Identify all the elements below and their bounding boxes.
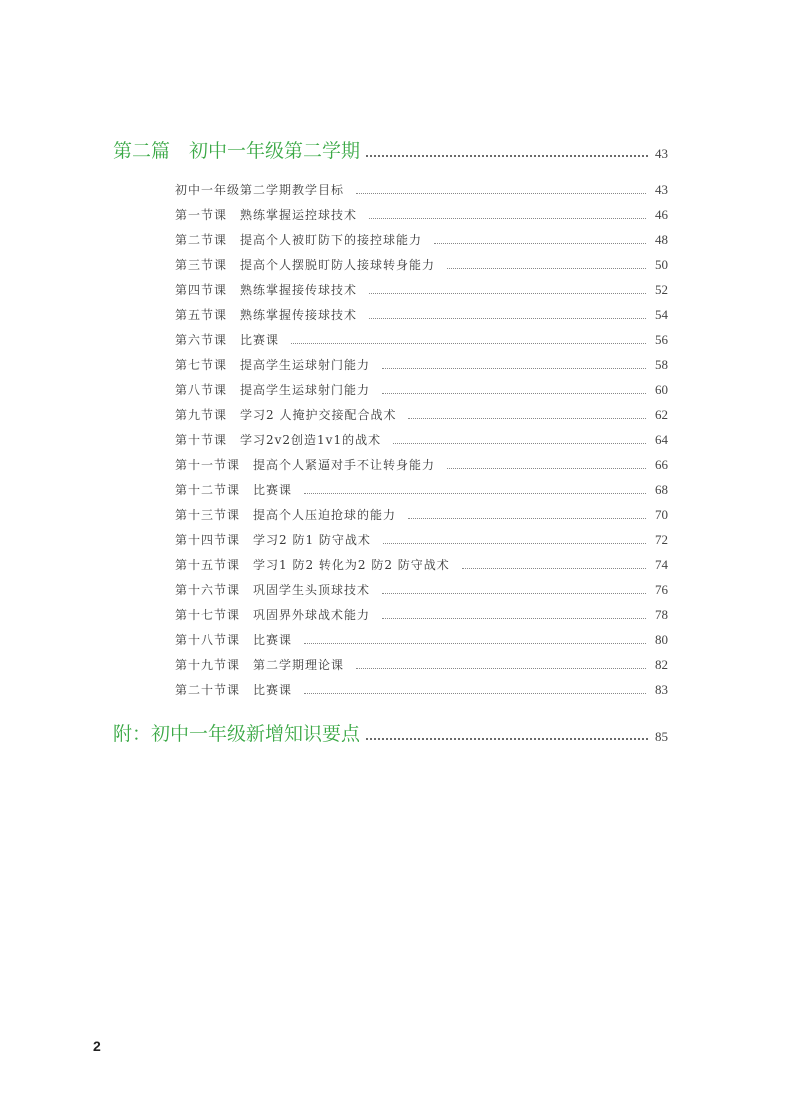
toc-entry[interactable] <box>175 655 668 673</box>
entry-label: 第二十节课 比赛课 <box>175 683 293 697</box>
entry-label: 第十一节课 提高个人紧逼对手不让转身能力 <box>175 458 436 472</box>
entry-page: 64 <box>655 432 668 447</box>
toc-entry[interactable] <box>175 280 668 298</box>
entry-label: 第十六节课 巩固学生头顶球技术 <box>175 583 371 597</box>
toc-entry[interactable] <box>175 230 668 248</box>
dot-leader <box>304 693 646 694</box>
entry-label: 第四节课 熟练掌握接传球技术 <box>175 283 358 297</box>
entry-label: 第八节课 提高学生运球射门能力 <box>175 383 371 397</box>
dot-leader <box>393 443 646 444</box>
dot-leader <box>462 568 646 569</box>
dot-leader <box>369 293 646 294</box>
dot-leader <box>291 343 646 344</box>
dot-leader <box>408 518 646 519</box>
toc-section-heading[interactable] <box>113 140 668 162</box>
page-folio-number: 2 <box>93 1038 101 1054</box>
toc-section-heading[interactable] <box>113 723 668 745</box>
entry-label: 第十节课 学习2v2创造1v1的战术 <box>175 433 382 447</box>
section-title: 第二篇 初中一年级第二学期 <box>113 140 361 162</box>
toc-entry[interactable] <box>175 680 668 698</box>
toc-entry[interactable] <box>175 430 668 448</box>
entry-page: 46 <box>655 207 668 222</box>
dot-leader <box>382 393 646 394</box>
toc-entry[interactable] <box>175 530 668 548</box>
entry-page: 62 <box>655 407 668 422</box>
dot-leader <box>356 668 646 669</box>
toc-entry[interactable] <box>175 480 668 498</box>
dot-leader <box>369 318 646 319</box>
toc-entry[interactable] <box>175 330 668 348</box>
dot-leader <box>366 738 648 740</box>
toc-entry[interactable] <box>175 580 668 598</box>
entry-page: 52 <box>655 282 668 297</box>
toc-entry[interactable] <box>175 555 668 573</box>
entry-label: 初中一年级第二学期教学目标 <box>175 183 345 197</box>
entry-label: 第十五节课 学习1 防2 转化为2 防2 防守战术 <box>175 558 450 572</box>
entry-label: 第六节课 比赛课 <box>175 333 280 347</box>
dot-leader <box>304 493 646 494</box>
entry-page: 83 <box>655 682 668 697</box>
entry-label: 第十七节课 巩固界外球战术能力 <box>175 608 371 622</box>
dot-leader <box>382 368 646 369</box>
entry-page: 76 <box>655 582 668 597</box>
toc-entry[interactable] <box>175 630 668 648</box>
entry-label: 第十九节课 第二学期理论课 <box>175 658 345 672</box>
toc-entry[interactable] <box>175 505 668 523</box>
toc-entry[interactable] <box>175 205 668 223</box>
entry-label: 第九节课 学习2 人掩护交接配合战术 <box>175 408 397 422</box>
entry-label: 第十八节课 比赛课 <box>175 633 293 647</box>
entry-page: 58 <box>655 357 668 372</box>
entry-label: 第十二节课 比赛课 <box>175 483 293 497</box>
toc-entry[interactable] <box>175 255 668 273</box>
entry-page: 54 <box>655 307 668 322</box>
entry-page: 66 <box>655 457 668 472</box>
entry-label: 第七节课 提高学生运球射门能力 <box>175 358 371 372</box>
toc-entry[interactable] <box>175 455 668 473</box>
toc-entry[interactable] <box>175 180 668 198</box>
entry-page: 43 <box>655 182 668 197</box>
entry-page: 70 <box>655 507 668 522</box>
entry-page: 60 <box>655 382 668 397</box>
dot-leader <box>382 593 646 594</box>
dot-leader <box>304 643 646 644</box>
toc-entry[interactable] <box>175 605 668 623</box>
entry-page: 56 <box>655 332 668 347</box>
dot-leader <box>447 268 646 269</box>
entry-page: 78 <box>655 607 668 622</box>
entry-page: 50 <box>655 257 668 272</box>
entry-page: 82 <box>655 657 668 672</box>
dot-leader <box>382 618 646 619</box>
entry-label: 第五节课 熟练掌握传接球技术 <box>175 308 358 322</box>
dot-leader <box>356 193 646 194</box>
entry-label: 第十三节课 提高个人压迫抢球的能力 <box>175 508 397 522</box>
page-number: 85 <box>655 729 668 744</box>
dot-leader <box>383 543 646 544</box>
toc-entry[interactable] <box>175 380 668 398</box>
dot-leader <box>434 243 646 244</box>
entry-page: 74 <box>655 557 668 572</box>
entry-label: 第三节课 提高个人摆脱盯防人接球转身能力 <box>175 258 436 272</box>
toc-entry[interactable] <box>175 355 668 373</box>
entry-page: 72 <box>655 532 668 547</box>
dot-leader <box>366 155 648 157</box>
toc-entry[interactable] <box>175 405 668 423</box>
entry-page: 48 <box>655 232 668 247</box>
dot-leader <box>369 218 646 219</box>
entry-page: 68 <box>655 482 668 497</box>
dot-leader <box>447 468 646 469</box>
page-number: 43 <box>655 146 668 161</box>
dot-leader <box>408 418 646 419</box>
entry-label: 第十四节课 学习2 防1 防守战术 <box>175 533 371 547</box>
section-title: 附：初中一年级新增知识要点 <box>113 723 361 745</box>
toc-entry[interactable] <box>175 305 668 323</box>
entry-page: 80 <box>655 632 668 647</box>
entry-label: 第二节课 提高个人被盯防下的接控球能力 <box>175 233 423 247</box>
entry-label: 第一节课 熟练掌握运控球技术 <box>175 208 358 222</box>
